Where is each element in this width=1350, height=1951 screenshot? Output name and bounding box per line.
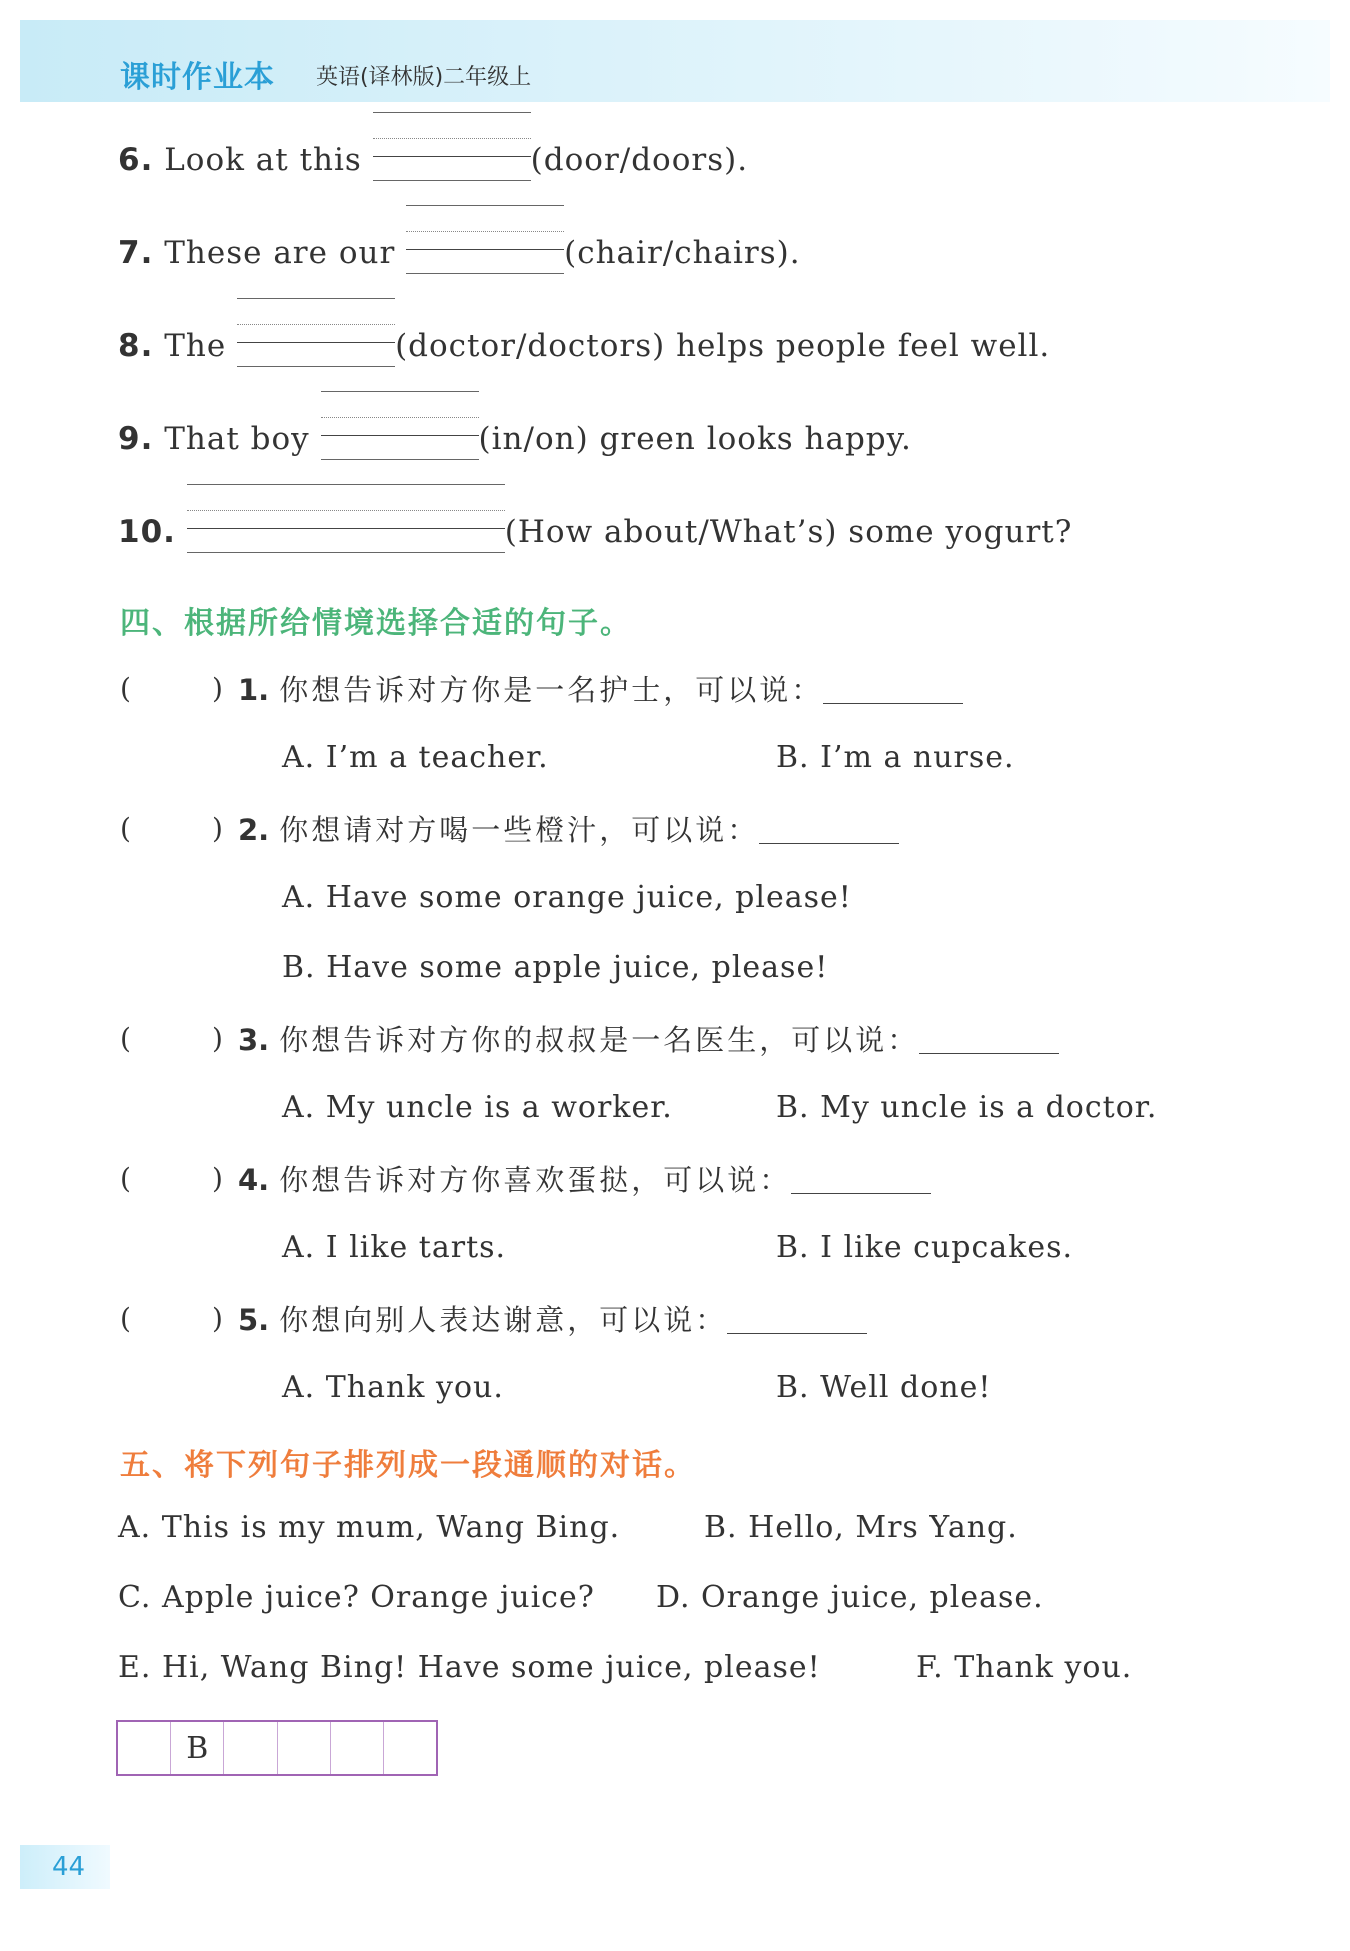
order-cell[interactable] — [278, 1722, 331, 1774]
choice-question-3 — [238, 1018, 1059, 1059]
paren-close: ) — [212, 1302, 223, 1335]
option-b[interactable]: B. Have some apple juice, please! — [282, 950, 829, 985]
option-b[interactable]: B. I’m a nurse. — [776, 740, 1015, 775]
question-number: 5. — [238, 1303, 270, 1337]
question-number: 1. — [238, 673, 270, 707]
fill-in-10 — [118, 512, 1072, 550]
order-cell[interactable] — [118, 1722, 171, 1774]
answer-paren[interactable] — [120, 1022, 223, 1055]
section-5-title: 五、将下列句子排列成一段通顺的对话。 — [120, 1448, 696, 1483]
fill-in-9 — [118, 419, 912, 457]
answer-paren[interactable] — [120, 1162, 223, 1195]
paren-open: ( — [120, 672, 131, 705]
paren-open: ( — [120, 812, 131, 845]
order-cell[interactable] — [384, 1722, 436, 1774]
question-prompt: 你想请对方喝一些橙汁，可以说： — [279, 813, 760, 847]
page-number: 44 — [52, 1852, 86, 1882]
question-text-after: (How about/What’s) some yogurt? — [504, 514, 1073, 550]
fill-in-7 — [118, 233, 801, 271]
question-number: 8. — [118, 328, 154, 364]
answer-paren[interactable] — [120, 672, 223, 705]
paren-open: ( — [120, 1162, 131, 1195]
paren-close: ) — [212, 812, 223, 845]
question-text-after: (door/doors). — [530, 142, 749, 178]
fill-in-6 — [118, 140, 748, 178]
answer-blank[interactable] — [406, 233, 564, 269]
choice-question-2 — [238, 808, 899, 849]
order-cell[interactable]: B — [171, 1722, 224, 1774]
question-prompt: 你想告诉对方你是一名护士，可以说： — [279, 673, 824, 707]
answer-paren[interactable] — [120, 812, 223, 845]
sentence-b: B. Hello, Mrs Yang. — [704, 1510, 1018, 1545]
question-text-before: These are our — [164, 235, 396, 271]
order-cell[interactable] — [224, 1722, 277, 1774]
paren-close: ) — [212, 1162, 223, 1195]
question-text-after: (chair/chairs). — [564, 235, 801, 271]
question-prompt: 你想告诉对方你的叔叔是一名医生，可以说： — [279, 1023, 920, 1057]
section-4-title: 四、根据所给情境选择合适的句子。 — [120, 606, 632, 641]
sentence-d: D. Orange juice, please. — [656, 1580, 1044, 1615]
question-prompt: 你想告诉对方你喜欢蛋挞，可以说： — [279, 1163, 792, 1197]
question-text-before: The — [164, 328, 227, 364]
question-number: 3. — [238, 1023, 270, 1057]
sentence-f: F. Thank you. — [916, 1650, 1133, 1685]
sentence-c: C. Apple juice? Orange juice? — [118, 1580, 595, 1615]
answer-blank[interactable] — [321, 419, 479, 455]
question-text-before: That boy — [164, 421, 310, 457]
question-text-after: (doctor/doctors) helps people feel well. — [395, 328, 1051, 364]
order-cell[interactable] — [331, 1722, 384, 1774]
fill-in-8 — [118, 326, 1050, 364]
question-number: 7. — [118, 235, 154, 271]
answer-blank[interactable] — [237, 326, 395, 362]
answer-line[interactable] — [791, 1169, 931, 1194]
option-a[interactable]: A. Have some orange juice, please! — [282, 880, 852, 915]
paren-open: ( — [120, 1022, 131, 1055]
answer-blank[interactable] — [373, 140, 531, 176]
question-prompt: 你想向别人表达谢意，可以说： — [279, 1303, 728, 1337]
option-b[interactable]: B. Well done! — [776, 1370, 992, 1405]
question-number: 9. — [118, 421, 154, 457]
paren-open: ( — [120, 1302, 131, 1335]
answer-line[interactable] — [727, 1309, 867, 1334]
sentence-e: E. Hi, Wang Bing! Have some juice, please! — [118, 1650, 821, 1685]
answer-line[interactable] — [919, 1029, 1059, 1054]
question-number: 2. — [238, 813, 270, 847]
question-text-after: (in/on) green looks happy. — [478, 421, 912, 457]
option-a[interactable]: A. My uncle is a worker. — [282, 1090, 673, 1125]
answer-blank[interactable] — [187, 512, 505, 548]
subject-title: 英语(译林版)二年级上 — [316, 65, 532, 90]
option-a[interactable]: A. I’m a teacher. — [282, 740, 549, 775]
question-number: 4. — [238, 1163, 270, 1197]
sentence-a: A. This is my mum, Wang Bing. — [118, 1510, 621, 1545]
option-b[interactable]: B. I like cupcakes. — [776, 1230, 1074, 1265]
choice-question-4 — [238, 1158, 931, 1199]
order-answer-box — [116, 1720, 438, 1776]
paren-close: ) — [212, 672, 223, 705]
question-number: 10. — [118, 514, 176, 550]
answer-line[interactable] — [823, 679, 963, 704]
option-b[interactable]: B. My uncle is a doctor. — [776, 1090, 1158, 1125]
question-number: 6. — [118, 142, 154, 178]
option-a[interactable]: A. Thank you. — [282, 1370, 504, 1405]
paren-close: ) — [212, 1022, 223, 1055]
answer-paren[interactable] — [120, 1302, 223, 1335]
question-text-before: Look at this — [164, 142, 362, 178]
option-a[interactable]: A. I like tarts. — [282, 1230, 507, 1265]
brand-title: 课时作业本 — [120, 60, 275, 95]
choice-question-1 — [238, 668, 963, 709]
choice-question-5 — [238, 1298, 867, 1339]
answer-line[interactable] — [759, 819, 899, 844]
